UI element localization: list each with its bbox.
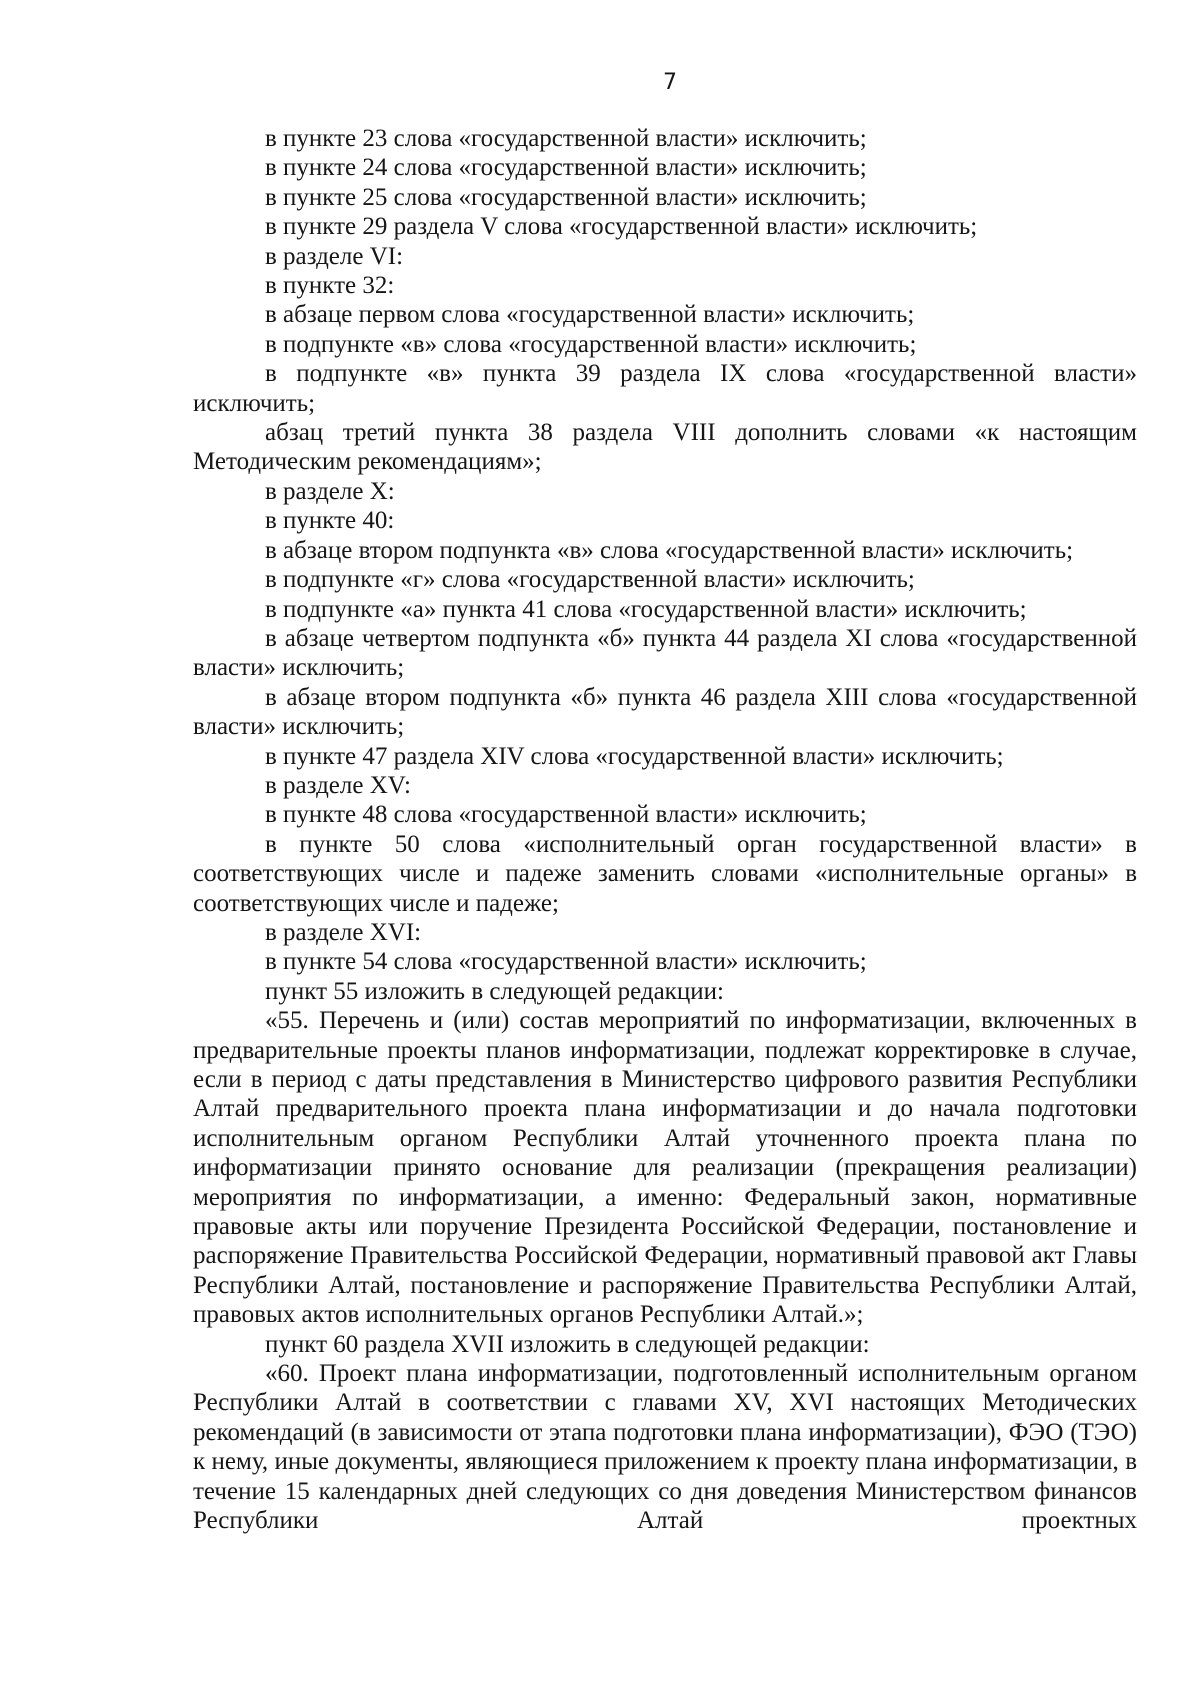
paragraph-11: в разделе X:	[265, 477, 395, 505]
paragraph-15: в подпункте «а» пункта 41 слова «государственной власти» исключить;	[265, 595, 1027, 623]
paragraph-27: «60. Проект плана информатизации, подготовленный исполнительным органом Республики Алтай в соответствии с главами XV, XVI настоящих Методических рекомендаций (в зависимости от этапа подготовки плана информатизации), ФЭО (ТЭО) к нему, иные документы, являющиеся приложением к проекту плана информатизации, в течение 15 календарных дней следующих со дня доведения Министерством финансов Республики Алтай проектных	[193, 1360, 1137, 1535]
paragraph-7: в абзаце первом слова «государственной власти» исключить;	[265, 301, 915, 329]
paragraph-13: в абзаце втором подпункта «в» слова «государственной власти» исключить;	[265, 536, 1074, 564]
paragraph-23: в пункте 54 слова «государственной власти» исключить;	[265, 948, 867, 976]
paragraph-3: в пункте 25 слова «государственной власти» исключить;	[265, 183, 867, 211]
paragraph-25: «55. Перечень и (или) состав мероприятий по информатизации, включенных в предварительные проекты планов информатизации, подлежат корректировке в случае, если в период с даты представления в Министерство цифрового развития Республики Алтай предварительного проекта плана информатизации и до начала подготовки исполнительным органом Республики Алтай уточненного проекта плана по информатизации принято основание для реализации (прекращения реализации) мероприятия по информатизации, а именно: Федеральный закон, нормативные правовые акты или поручение Президента Российской Федерации, постановление и распоряжение Правительства Российской Федерации, нормативный правовой акт Главы Республики Алтай, постановление и распоряжение Правительства Республики Алтай, правовых актов исполнительных органов Республики Алтай.»;	[193, 1007, 1137, 1329]
paragraph-12: в пункте 40:	[265, 507, 395, 535]
paragraph-26: пункт 60 раздела XVII изложить в следующей редакции:	[265, 1330, 870, 1358]
paragraph-14: в подпункте «г» слова «государственной власти» исключить;	[265, 566, 915, 594]
paragraph-8: в подпункте «в» слова «государственной власти» исключить;	[265, 330, 917, 358]
paragraph-5: в разделе VI:	[265, 242, 404, 270]
paragraph-9: в подпункте «в» пункта 39 раздела IX слова «государственной власти» исключить;	[193, 360, 1137, 417]
page-number: 7	[663, 70, 677, 95]
paragraph-22: в разделе XVI:	[265, 918, 422, 946]
paragraph-4: в пункте 29 раздела V слова «государственной власти» исключить;	[265, 213, 978, 241]
paragraph-19: в разделе XV:	[265, 771, 411, 799]
paragraph-17: в абзаце втором подпункта «б» пункта 46 раздела XIII слова «государственной власти» исключить;	[193, 683, 1137, 741]
paragraph-2: в пункте 24 слова «государственной власти» исключить;	[265, 154, 867, 182]
document-body	[193, 124, 1137, 1536]
paragraph-21: в пункте 50 слова «исполнительный орган государственной власти» в соответствующих числе и падеже заменить словами «исполнительные органы» в соответствующих числе и падеже;	[193, 830, 1137, 917]
paragraph-24: пункт 55 изложить в следующей редакции:	[265, 977, 724, 1005]
paragraph-18: в пункте 47 раздела XIV слова «государственной власти» исключить;	[265, 742, 1004, 770]
paragraph-20: в пункте 48 слова «государственной власти» исключить;	[265, 801, 867, 829]
paragraph-6: в пункте 32:	[265, 272, 395, 300]
paragraph-1: в пункте 23 слова «государственной власти» исключить;	[265, 125, 867, 152]
paragraph-10: абзац третий пункта 38 раздела VIII дополнить словами «к настоящим Методическим рекомендациям»;	[193, 419, 1137, 476]
paragraph-16: в абзаце четвертом подпункта «б» пункта 44 раздела XI слова «государственной власти» исключить;	[193, 624, 1137, 682]
